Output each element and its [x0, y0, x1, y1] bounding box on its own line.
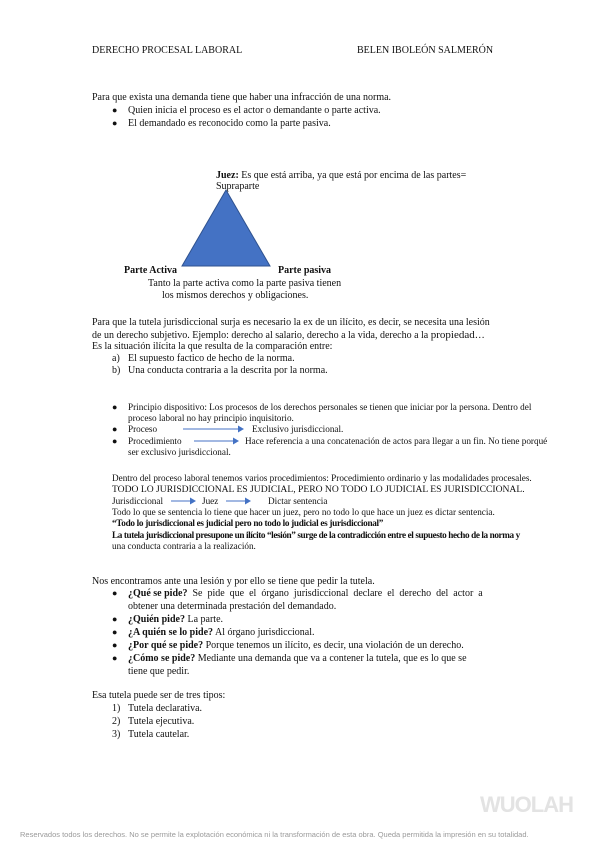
- diagram-caption: Tanto la parte activa como la parte pasiva tienen: [148, 278, 342, 289]
- list-item: b): [112, 365, 121, 376]
- arrow-right-icon: [171, 496, 197, 506]
- types-intro: Esa tutela puede ser de tres tipos:: [92, 690, 226, 701]
- judge-definition-line2: Supraparte: [216, 181, 260, 192]
- list-item: 1): [112, 703, 121, 714]
- active-party-label: Parte Activa: [124, 265, 178, 276]
- bullet-icon: ●: [112, 627, 118, 637]
- header-right: BELEN IBOLEÓN SALMERÓN: [357, 45, 494, 56]
- list-item-text: Hace referencia a una concatenación de actos para llegar a un fin. No tiene porqué: [245, 436, 548, 446]
- flow-step: Jurisdiccional: [112, 496, 164, 506]
- tutela-paragraph: Para que la tutela jurisdiccional surja es necesario la ex de un ilícito, es decir, se necesita una lesión: [92, 317, 490, 328]
- bullet-icon: ●: [112, 118, 118, 128]
- list-item: ● Procedimiento: [112, 436, 182, 446]
- bullet-icon: ●: [112, 653, 118, 663]
- list-item: ● Quien inicia el proceso es el actor o demandante o parte activa.: [112, 105, 381, 116]
- list-item: ● Proceso: [112, 424, 158, 434]
- list-item-text: Tutela cautelar.: [128, 729, 190, 740]
- procedures-quote: “Todo lo jurisdiccional es judicial pero no todo lo judicial es jurisdiccional”: [112, 518, 384, 528]
- procedures-text: Todo lo que se sentencia lo tiene que hacer un juez, pero no todo lo que hace un juez es dictar sentencia.: [112, 507, 495, 517]
- questions-intro: Nos encontramos ante una lesión y por ello se tiene que pedir la tutela.: [92, 576, 375, 587]
- diagram-caption-line2: los mismos derechos y obligaciones.: [162, 290, 309, 301]
- bullet-icon: ●: [112, 588, 118, 598]
- procedures-text: Dentro del proceso laboral tenemos varios procedimientos: Procedimiento ordinario y las modalidades procesales.: [112, 473, 532, 483]
- list-item-text: Tutela ejecutiva.: [128, 716, 195, 727]
- list-item-continuation: proceso laboral no hay principio inquisitorio.: [128, 413, 294, 423]
- list-item-text: Exclusivo jurisdiccional.: [252, 424, 344, 434]
- bullet-icon: ●: [112, 614, 118, 624]
- procedures-text: una conducta contraria a la realización.: [112, 541, 256, 551]
- tutela-paragraph-line2: de un derecho subjetivo. Ejemplo: derecho al salario, derecho a la vida, derecho a la propiedad…: [92, 329, 485, 341]
- list-item: ● ¿Quién pide? La parte.: [112, 614, 224, 625]
- parties-triangle: [180, 188, 272, 268]
- list-item: ● ¿Por qué se pide? Porque tenemos un ilícito, es decir, una violación de un derecho.: [112, 640, 464, 651]
- passive-party-label: Parte pasiva: [278, 265, 332, 276]
- flow-step: Dictar sentencia: [268, 496, 328, 506]
- list-item: ● ¿A quién se lo pide? Al órgano jurisdiccional.: [112, 627, 315, 638]
- list-item-continuation: ser exclusivo jurisdiccional.: [128, 447, 231, 457]
- arrow-right-icon: [226, 496, 252, 506]
- procedures-rule: TODO LO JURISDICCIONAL ES JUDICIAL, PERO NO TODO LO JUDICIAL ES JURISDICCIONAL.: [112, 484, 525, 495]
- bullet-icon: ●: [112, 436, 118, 446]
- flow-step: Juez: [202, 496, 219, 506]
- list-item-text: Tutela declarativa.: [128, 703, 203, 714]
- procedures-bold: La tutela jurisdiccional presupone un ilícito “lesión” surge de la contradicción entre el supuesto hecho de la norma y: [112, 530, 520, 540]
- judge-definition: Juez: Es que está arriba, ya que está por encima de las partes=: [216, 170, 467, 181]
- bullet-icon: ●: [112, 424, 118, 434]
- wuolah-watermark: WUOLAH: [480, 792, 573, 817]
- list-item: ● ¿Cómo se pide? Mediante una demanda que va a contener la tutela, que es lo que se tiene que pedir.: [112, 653, 467, 677]
- list-item: 2): [112, 716, 121, 727]
- list-item-text: Una conducta contraria a la descrita por la norma.: [128, 365, 328, 376]
- list-item: ● El demandado es reconocido como la parte pasiva.: [112, 118, 331, 129]
- bullet-icon: ●: [112, 402, 118, 412]
- arrow-right-icon: [194, 436, 240, 446]
- tutela-paragraph-line3: Es la situación ilícita la que resulta de la comparación entre:: [92, 341, 333, 352]
- bullet-icon: ●: [112, 640, 118, 650]
- list-item: ● ¿Qué se pide? Se pide que el órgano jurisdiccional declare el derecho del actor a obtener una determinada prestación del demandado.: [112, 588, 483, 612]
- list-item: a): [112, 353, 120, 364]
- header-left: DERECHO PROCESAL LABORAL: [92, 45, 243, 56]
- list-item: ● Principio dispositivo: Los procesos de los derechos personales se tienen que iniciar por la persona. Dentro del: [112, 402, 532, 412]
- arrow-right-icon: [183, 424, 245, 434]
- bullet-icon: ●: [112, 105, 118, 115]
- list-item-text: El supuesto factico de hecho de la norma.: [128, 353, 295, 364]
- footer-copyright: Reservados todos los derechos. No se permite la explotación económica ni la transformación de esta obra. Queda permitida la impresión en su totalidad.: [20, 830, 529, 839]
- list-item: 3): [112, 729, 121, 740]
- intro-text: Para que exista una demanda tiene que haber una infracción de una norma.: [92, 92, 392, 103]
